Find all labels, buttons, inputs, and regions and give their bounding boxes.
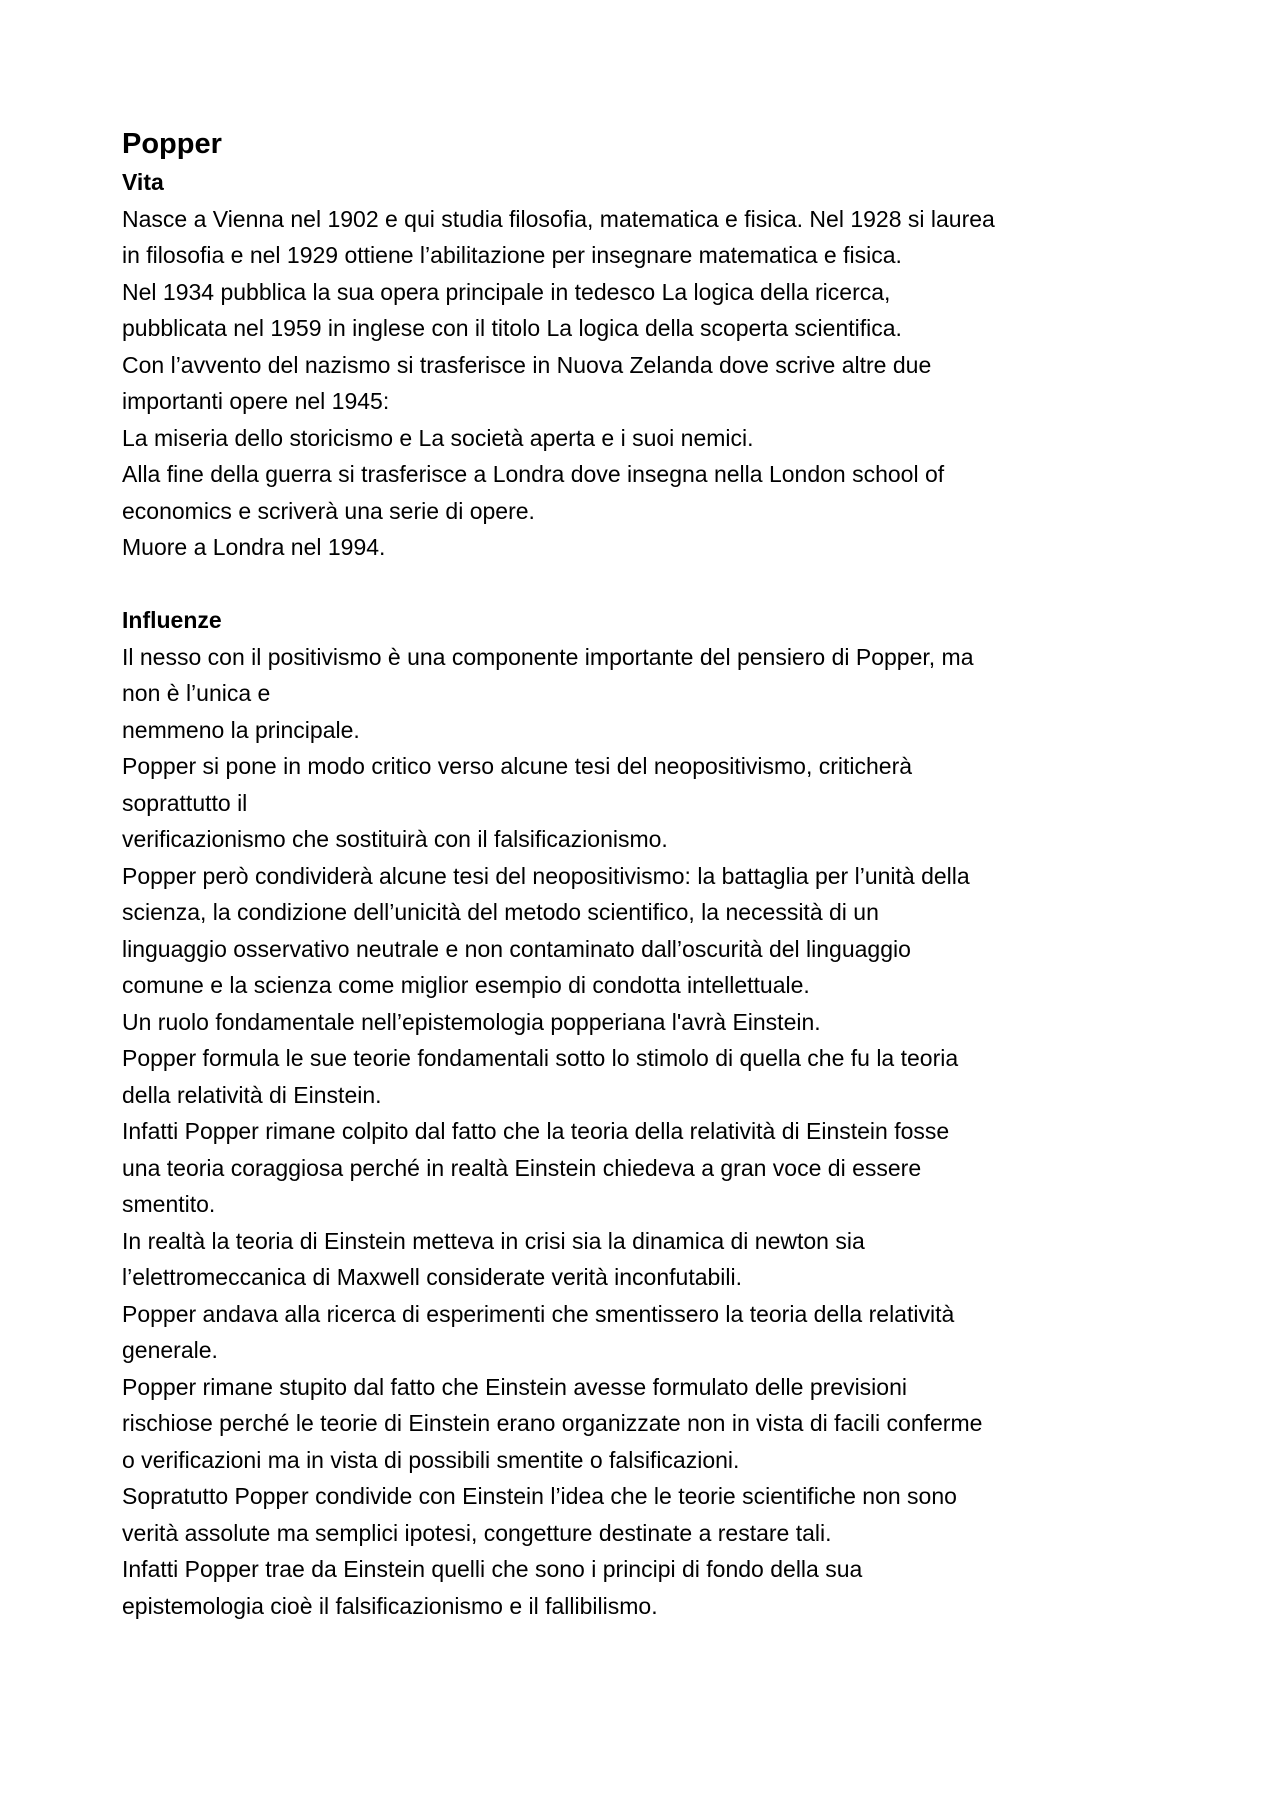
text-line: Infatti Popper rimane colpito dal fatto che la teoria della relatività di Einstein fosse [122, 1118, 950, 1144]
text-line: rischiose perché le teorie di Einstein erano organizzate non in vista di facili conferme [122, 1410, 983, 1436]
text-line: Alla fine della guerra si trasferisce a Londra dove insegna nella London school of [122, 461, 945, 487]
text-line: smentito. [122, 1191, 216, 1217]
text-line: economics e scriverà una serie di opere. [122, 497, 535, 524]
text-line: Il nesso con il positivismo è una componente importante del pensiero di Popper, ma [122, 643, 974, 670]
text-line: In realtà la teoria di Einstein metteva in crisi sia la dinamica di newton sia [122, 1227, 865, 1254]
text-line: l’elettromeccanica di Maxwell considerate verità inconfutabili. [122, 1264, 743, 1290]
text-line: Popper rimane stupito dal fatto che Einstein avesse formulato delle previsioni [122, 1373, 907, 1400]
text-line: epistemologia cioè il falsificazionismo e il fallibilismo. [122, 1592, 658, 1619]
text-line: in filosofia e nel 1929 ottiene l’abilitazione per insegnare matematica e fisica. [122, 242, 902, 268]
document-body [122, 124, 1182, 1624]
text-line: Un ruolo fondamentale nell’epistemologia popperiana l'avrà Einstein. [122, 1008, 821, 1035]
text-line: Popper si pone in modo critico verso alcune tesi del neopositivismo, criticherà [122, 753, 913, 779]
text-line: soprattutto il [122, 789, 248, 816]
text-line: Infatti Popper trae da Einstein quelli che sono i principi di fondo della sua [122, 1556, 863, 1582]
text-line: Con l’avvento del nazismo si trasferisce in Nuova Zelanda dove scrive altre due [122, 351, 932, 378]
text-line: Popper però condividerà alcune tesi del neopositivismo: la battaglia per l’unità della [122, 862, 970, 889]
page-title: Popper [122, 128, 222, 160]
text-line: della relatività di Einstein. [122, 1081, 382, 1108]
text-line: Sopratutto Popper condivide con Einstein l’idea che le teorie scientifiche non sono [122, 1483, 957, 1509]
text-line: Nasce a Vienna nel 1902 e qui studia filosofia, matematica e fisica. Nel 1928 si laurea [122, 205, 995, 232]
text-line: generale. [122, 1337, 218, 1363]
text-line: verificazionismo che sostituirà con il falsificazionismo. [122, 826, 668, 852]
text-line: nemmeno la principale. [122, 716, 360, 743]
text-line: importanti opere nel 1945: [122, 388, 390, 414]
text-line: Popper formula le sue teorie fondamentali sotto lo stimolo di quella che fu la teoria [122, 1045, 959, 1071]
text-line: pubblicata nel 1959 in inglese con il titolo La logica della scoperta scientifica. [122, 315, 902, 341]
paragraph-spacer [122, 566, 1182, 603]
text-line: La miseria dello storicismo e La società aperta e i suoi nemici. [122, 424, 754, 451]
text-line: Popper andava alla ricerca di esperimenti che smentissero la teoria della relatività [122, 1300, 955, 1327]
text-line: Nel 1934 pubblica la sua opera principale in tedesco La logica della ricerca, [122, 278, 891, 305]
text-line: o verificazioni ma in vista di possibili smentite o falsificazioni. [122, 1446, 740, 1473]
text-line: verità assolute ma semplici ipotesi, congetture destinate a restare tali. [122, 1519, 832, 1546]
text-line: scienza, la condizione dell’unicità del metodo scientifico, la necessità di un [122, 899, 879, 925]
section-heading-vita: Vita [122, 169, 164, 195]
text-line: linguaggio osservativo neutrale e non contaminato dall’oscurità del linguaggio [122, 935, 911, 962]
text-line: una teoria coraggiosa perché in realtà Einstein chiedeva a gran voce di essere [122, 1154, 922, 1181]
section-heading-influenze: Influenze [122, 607, 222, 633]
section-influenze [122, 602, 1182, 1624]
text-line: Muore a Londra nel 1994. [122, 534, 386, 560]
section-vita [122, 164, 1182, 566]
text-line: comune e la scienza come miglior esempio di condotta intellettuale. [122, 972, 810, 998]
text-line: non è l’unica e [122, 680, 271, 706]
